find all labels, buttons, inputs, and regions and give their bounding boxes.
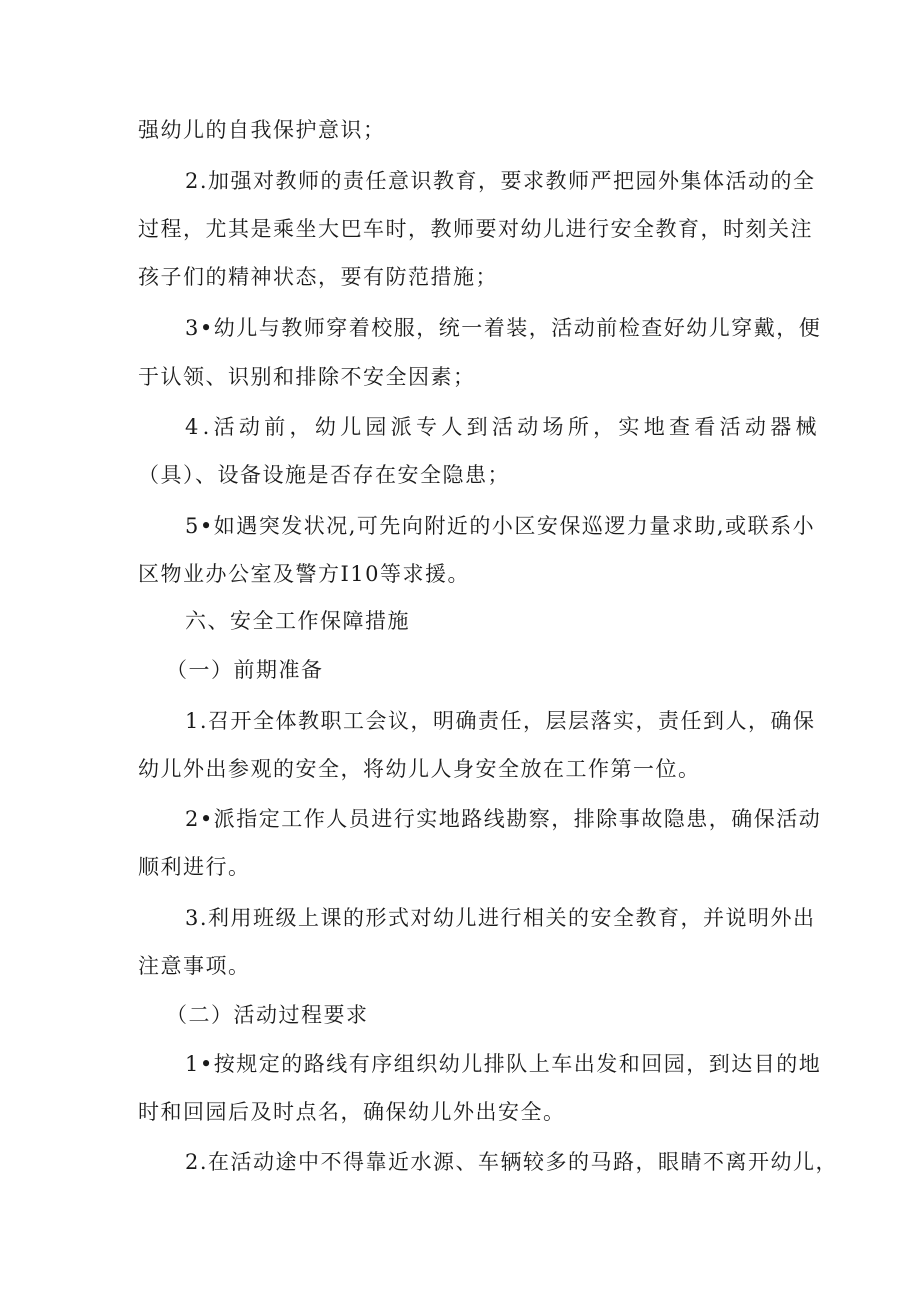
text-line: 强幼儿的自我保护意识； <box>138 118 386 142</box>
text-line: 3.利用班级上课的形式对幼儿进行相关的安全教育，并说明外出 <box>185 906 816 930</box>
text-line: 区物业办公室及警方I10等求援。 <box>138 562 471 586</box>
section-heading: 六、安全工作保障措施 <box>185 609 410 633</box>
text-line: 4.活动前，幼儿园派专人到活动场所，实地查看活动器械 <box>185 415 821 439</box>
text-line: 3•幼儿与教师穿着校服，统一着装，活动前检查好幼儿穿戴，便 <box>185 316 822 340</box>
text-line: 注意事项。 <box>138 954 251 978</box>
text-line: 孩子们的精神状态，要有防范措施； <box>138 265 498 289</box>
subsection-heading: （一）前期准备 <box>166 658 324 682</box>
text-line: 幼儿外出参观的安全，将幼儿人身安全放在工作第一位。 <box>138 757 701 781</box>
subsection-heading: （二）活动过程要求 <box>166 1003 369 1027</box>
text-line: 5•如遇突发状况,可先向附近的小区安保巡逻力量求助,或联系小 <box>185 514 816 538</box>
text-line: 2.在活动途中不得靠近水源、车辆较多的马路，眼睛不离开幼儿， <box>185 1150 839 1174</box>
text-line: 顺利进行。 <box>138 855 251 879</box>
text-line: 1•按规定的路线有序组织幼儿排队上车出发和回园，到达目的地 <box>185 1052 822 1076</box>
text-line: （具）、设备设施是否存在安全隐患； <box>138 463 510 487</box>
text-line: 2.加强对教师的责任意识教育，要求教师严把园外集体活动的全 <box>185 169 816 193</box>
text-line: 时和回园后及时点名，确保幼儿外出安全。 <box>138 1100 566 1124</box>
text-line: 于认领、识别和排除不安全因素； <box>138 365 476 389</box>
text-line: 2•派指定工作人员进行实地路线勘察，排除事故隐患，确保活动 <box>185 807 822 831</box>
text-line: 1.召开全体教职工会议，明确责任，层层落实，责任到人，确保 <box>185 709 816 733</box>
text-line: 过程，尤其是乘坐大巴车时，教师要对幼儿进行安全教育，时刻关注 <box>138 217 813 241</box>
